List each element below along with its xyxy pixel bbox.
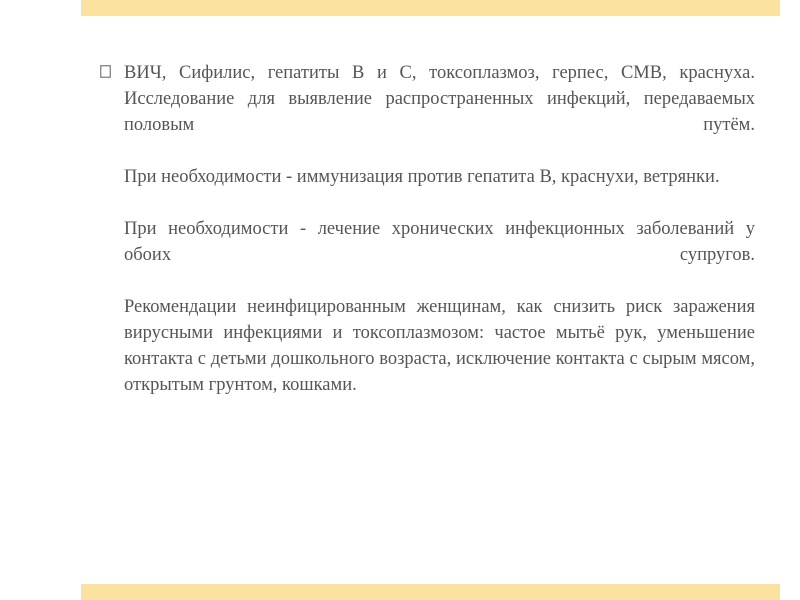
slide-body: [100, 60, 755, 398]
paragraph-immunization: При необходимости - иммунизация против гепатита В, краснухи, ветрянки.: [124, 167, 720, 187]
paragraph-spacer: [124, 268, 755, 294]
paragraph-recommendations: Рекомендации неинфицированным женщинам, как снизить риск заражения вирусными инфекциями и токсоплазмозом: частое мытьё рук, уменьшение контакта с детьми дошкольного возраста, исключение контакта с сырым мясом, открытым грунтом, кошками.: [124, 297, 755, 395]
bullet-item: [100, 60, 755, 398]
bottom-accent-band: [81, 584, 780, 600]
bullet-text: [124, 60, 755, 398]
top-accent-band: [81, 0, 780, 16]
paragraph-spacer: [124, 190, 755, 216]
paragraph-infections: ВИЧ, Сифилис, гепатиты В и С, токсоплазмоз, герпес, СМВ, краснуха. Исследование для выявление распространенных инфекций, передаваемых половым путём.: [124, 63, 755, 135]
paragraph-spacer: [124, 138, 755, 164]
square-outline-icon: [100, 65, 124, 78]
paragraph-treatment: При необходимости - лечение хронических инфекционных заболеваний у обоих супругов.: [124, 219, 755, 265]
